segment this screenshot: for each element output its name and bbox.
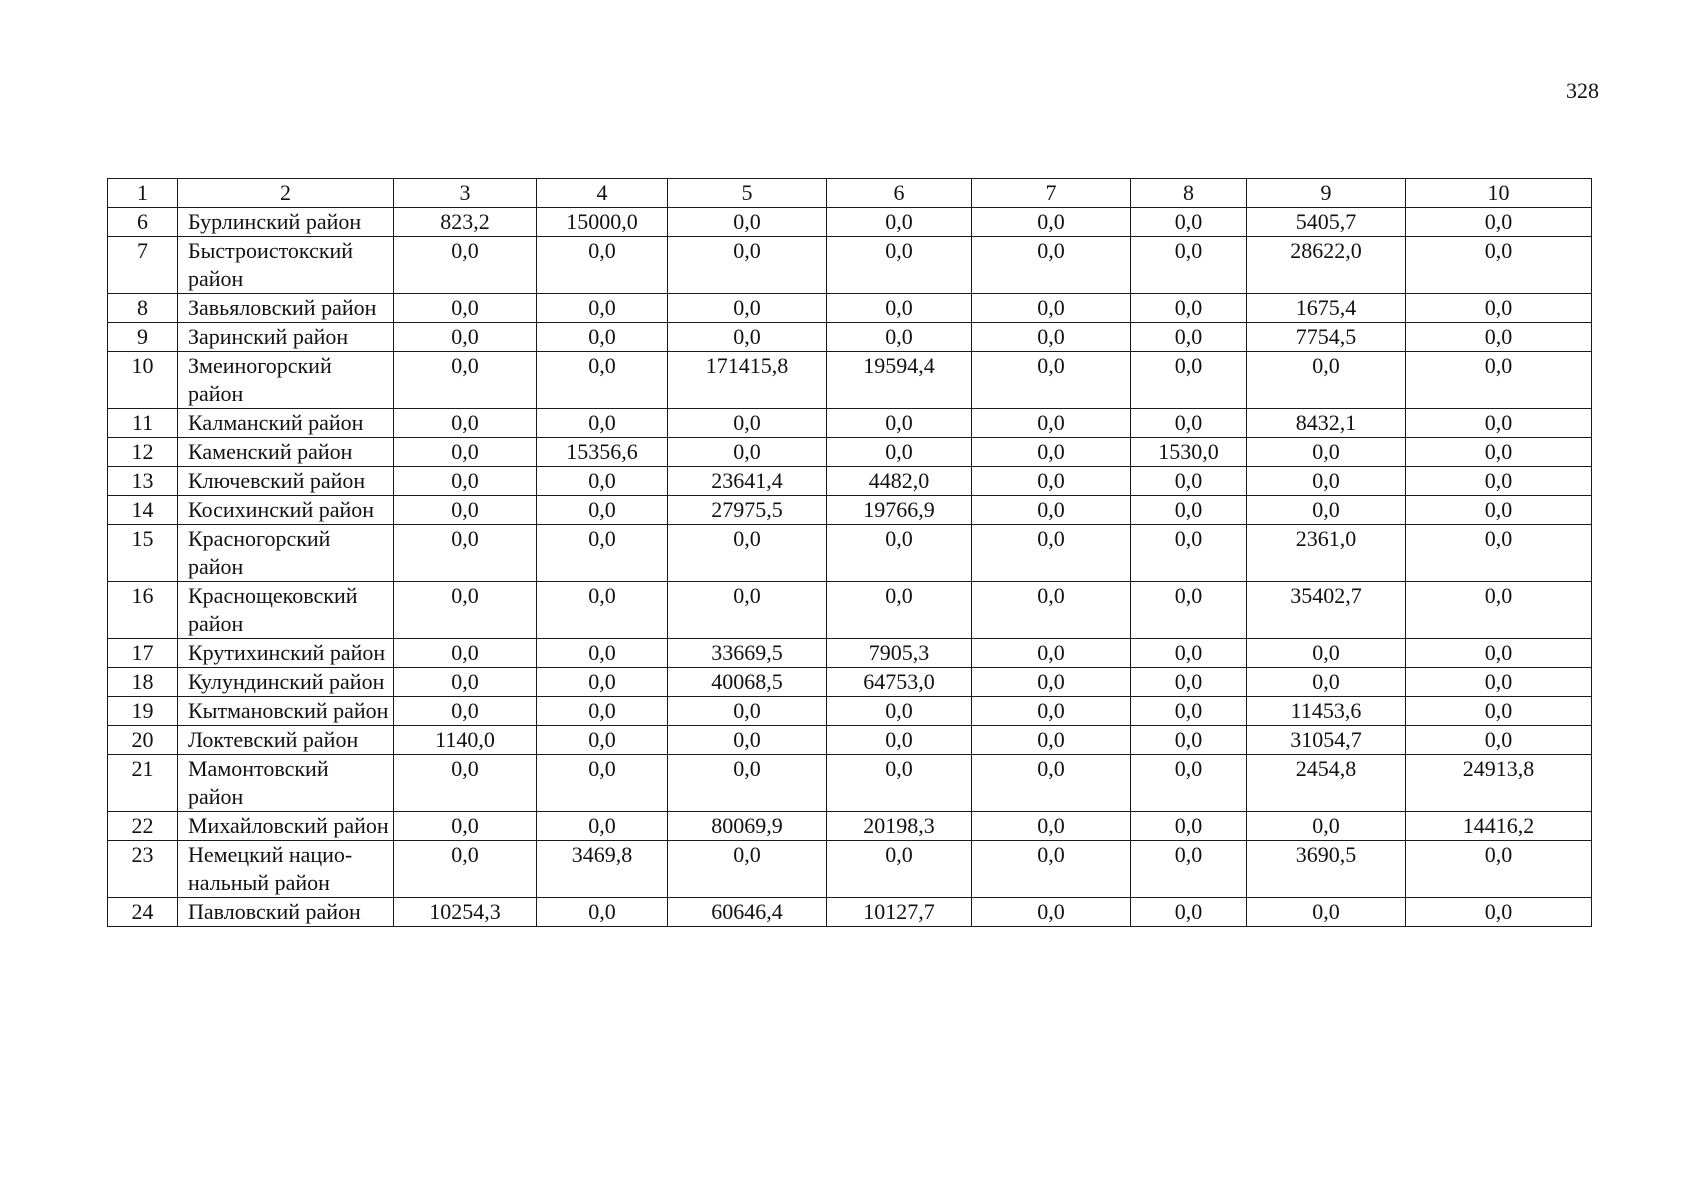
row-number: 12 [108,438,178,467]
value-cell: 0,0 [1406,496,1592,525]
value-cell: 0,0 [394,323,537,352]
value-cell: 28622,0 [1247,237,1406,294]
value-cell: 0,0 [827,726,972,755]
table-row [108,525,1592,582]
value-cell: 0,0 [1406,237,1592,294]
district-name: Ключевский район [178,467,394,496]
value-cell: 7754,5 [1247,323,1406,352]
table-row [108,237,1592,294]
row-number: 19 [108,697,178,726]
value-cell: 0,0 [394,812,537,841]
district-name: Краснощековский район [178,582,394,639]
value-cell: 0,0 [1406,323,1592,352]
value-cell: 0,0 [537,352,668,409]
value-cell: 0,0 [972,668,1131,697]
row-number: 7 [108,237,178,294]
district-name: Немецкий нацио-нальный район [178,841,394,898]
value-cell: 0,0 [972,755,1131,812]
value-cell: 0,0 [537,467,668,496]
value-cell: 0,0 [972,467,1131,496]
row-number: 8 [108,294,178,323]
value-cell: 171415,8 [668,352,827,409]
value-cell: 0,0 [972,323,1131,352]
table-row [108,898,1592,927]
row-number: 11 [108,409,178,438]
row-number: 22 [108,812,178,841]
value-cell: 0,0 [972,525,1131,582]
value-cell: 23641,4 [668,467,827,496]
row-number: 6 [108,208,178,237]
value-cell: 0,0 [394,841,537,898]
value-cell: 31054,7 [1247,726,1406,755]
value-cell: 0,0 [537,409,668,438]
value-cell: 1530,0 [1131,438,1247,467]
value-cell: 0,0 [827,323,972,352]
value-cell: 0,0 [827,208,972,237]
row-number: 10 [108,352,178,409]
value-cell: 0,0 [1247,898,1406,927]
value-cell: 0,0 [1131,496,1247,525]
value-cell: 0,0 [537,668,668,697]
value-cell: 0,0 [972,237,1131,294]
value-cell: 2454,8 [1247,755,1406,812]
value-cell: 0,0 [972,294,1131,323]
district-name: Крутихинский район [178,639,394,668]
table-row [108,467,1592,496]
value-cell: 0,0 [1131,409,1247,438]
value-cell: 0,0 [668,582,827,639]
value-cell: 0,0 [668,409,827,438]
value-cell: 0,0 [827,409,972,438]
value-cell: 0,0 [1406,668,1592,697]
value-cell: 0,0 [394,668,537,697]
row-number: 13 [108,467,178,496]
value-cell: 0,0 [1131,323,1247,352]
value-cell: 60646,4 [668,898,827,927]
value-cell: 0,0 [827,582,972,639]
table-body [108,179,1592,927]
column-header: 4 [537,179,668,208]
value-cell: 0,0 [394,639,537,668]
value-cell: 0,0 [394,697,537,726]
value-cell: 823,2 [394,208,537,237]
value-cell: 2361,0 [1247,525,1406,582]
value-cell: 0,0 [1406,841,1592,898]
row-number: 17 [108,639,178,668]
table-row [108,668,1592,697]
value-cell: 0,0 [668,841,827,898]
value-cell: 11453,6 [1247,697,1406,726]
value-cell: 0,0 [1131,755,1247,812]
value-cell: 0,0 [1131,294,1247,323]
value-cell: 0,0 [668,438,827,467]
value-cell: 0,0 [394,496,537,525]
value-cell: 0,0 [394,755,537,812]
value-cell: 24913,8 [1406,755,1592,812]
value-cell: 0,0 [1406,352,1592,409]
table-header-row [108,179,1592,208]
column-header: 7 [972,179,1131,208]
district-name: Косихинский район [178,496,394,525]
value-cell: 0,0 [1247,352,1406,409]
value-cell: 0,0 [972,438,1131,467]
district-name: Кытмановский район [178,697,394,726]
value-cell: 0,0 [537,755,668,812]
value-cell: 0,0 [972,898,1131,927]
value-cell: 0,0 [394,438,537,467]
value-cell: 0,0 [668,726,827,755]
district-name: Змеиногорский район [178,352,394,409]
district-name: Михайловский район [178,812,394,841]
value-cell: 0,0 [972,582,1131,639]
table-row [108,208,1592,237]
value-cell: 0,0 [1131,812,1247,841]
value-cell: 0,0 [1131,467,1247,496]
value-cell: 0,0 [972,697,1131,726]
value-cell: 1675,4 [1247,294,1406,323]
district-name: Красногорский район [178,525,394,582]
value-cell: 0,0 [668,237,827,294]
value-cell: 0,0 [394,294,537,323]
table-row [108,409,1592,438]
district-name: Калманский район [178,409,394,438]
table-row [108,812,1592,841]
value-cell: 10254,3 [394,898,537,927]
page-number: 328 [1566,78,1599,103]
value-cell: 0,0 [1406,208,1592,237]
value-cell: 0,0 [1406,409,1592,438]
row-number: 15 [108,525,178,582]
table-row [108,726,1592,755]
value-cell: 0,0 [1131,582,1247,639]
value-cell: 0,0 [972,726,1131,755]
value-cell: 0,0 [537,697,668,726]
district-name: Бурлинский район [178,208,394,237]
value-cell: 0,0 [1131,639,1247,668]
table-row [108,323,1592,352]
value-cell: 0,0 [1247,496,1406,525]
value-cell: 0,0 [1131,668,1247,697]
value-cell: 0,0 [1406,726,1592,755]
value-cell: 8432,1 [1247,409,1406,438]
value-cell: 0,0 [827,697,972,726]
value-cell: 15000,0 [537,208,668,237]
value-cell: 0,0 [1406,525,1592,582]
value-cell: 19766,9 [827,496,972,525]
column-header: 1 [108,179,178,208]
column-header: 5 [668,179,827,208]
column-header: 6 [827,179,972,208]
value-cell: 1140,0 [394,726,537,755]
table-row [108,755,1592,812]
value-cell: 0,0 [1131,726,1247,755]
value-cell: 0,0 [537,525,668,582]
row-number: 9 [108,323,178,352]
value-cell: 0,0 [394,582,537,639]
value-cell: 0,0 [1406,294,1592,323]
value-cell: 4482,0 [827,467,972,496]
value-cell: 0,0 [394,409,537,438]
value-cell: 0,0 [827,237,972,294]
value-cell: 0,0 [537,582,668,639]
value-cell: 0,0 [1247,668,1406,697]
value-cell: 0,0 [394,467,537,496]
value-cell: 0,0 [537,496,668,525]
value-cell: 0,0 [537,323,668,352]
value-cell: 35402,7 [1247,582,1406,639]
value-cell: 3690,5 [1247,841,1406,898]
value-cell: 0,0 [537,294,668,323]
value-cell: 10127,7 [827,898,972,927]
value-cell: 0,0 [1131,898,1247,927]
row-number: 14 [108,496,178,525]
value-cell: 0,0 [1131,352,1247,409]
district-name: Заринский район [178,323,394,352]
value-cell: 0,0 [972,812,1131,841]
budget-table [107,178,1592,927]
value-cell: 0,0 [394,352,537,409]
value-cell: 0,0 [1406,697,1592,726]
column-header: 3 [394,179,537,208]
column-header: 2 [178,179,394,208]
table-row [108,438,1592,467]
value-cell: 0,0 [972,352,1131,409]
district-name: Каменский район [178,438,394,467]
table-row [108,582,1592,639]
table-row [108,496,1592,525]
row-number: 24 [108,898,178,927]
value-cell: 0,0 [827,438,972,467]
value-cell: 0,0 [1247,467,1406,496]
value-cell: 0,0 [537,898,668,927]
row-number: 21 [108,755,178,812]
value-cell: 0,0 [668,755,827,812]
value-cell: 0,0 [668,697,827,726]
value-cell: 0,0 [827,294,972,323]
value-cell: 0,0 [537,726,668,755]
value-cell: 14416,2 [1406,812,1592,841]
district-name: Завьяловский район [178,294,394,323]
value-cell: 0,0 [972,841,1131,898]
value-cell: 33669,5 [668,639,827,668]
value-cell: 0,0 [668,294,827,323]
value-cell: 0,0 [972,208,1131,237]
table-row [108,841,1592,898]
row-number: 18 [108,668,178,697]
column-header: 8 [1131,179,1247,208]
value-cell: 0,0 [1247,639,1406,668]
value-cell: 3469,8 [537,841,668,898]
value-cell: 5405,7 [1247,208,1406,237]
value-cell: 64753,0 [827,668,972,697]
value-cell: 0,0 [827,841,972,898]
value-cell: 0,0 [537,639,668,668]
value-cell: 0,0 [1406,467,1592,496]
district-name: Локтевский район [178,726,394,755]
district-name: Павловский район [178,898,394,927]
value-cell: 0,0 [827,755,972,812]
value-cell: 0,0 [1131,208,1247,237]
value-cell: 0,0 [394,237,537,294]
district-name: Быстроистокский район [178,237,394,294]
value-cell: 0,0 [1247,812,1406,841]
value-cell: 0,0 [668,525,827,582]
value-cell: 0,0 [1131,525,1247,582]
value-cell: 40068,5 [668,668,827,697]
value-cell: 20198,3 [827,812,972,841]
value-cell: 0,0 [1406,898,1592,927]
value-cell: 0,0 [1131,237,1247,294]
value-cell: 80069,9 [668,812,827,841]
value-cell: 0,0 [668,208,827,237]
row-number: 20 [108,726,178,755]
table-row [108,352,1592,409]
value-cell: 0,0 [668,323,827,352]
value-cell: 15356,6 [537,438,668,467]
value-cell: 0,0 [972,639,1131,668]
value-cell: 0,0 [1131,841,1247,898]
value-cell: 0,0 [537,237,668,294]
row-number: 23 [108,841,178,898]
value-cell: 0,0 [1406,438,1592,467]
district-name: Мамонтовский район [178,755,394,812]
value-cell: 27975,5 [668,496,827,525]
column-header: 9 [1247,179,1406,208]
value-cell: 0,0 [1131,697,1247,726]
column-header: 10 [1406,179,1592,208]
table-row [108,639,1592,668]
row-number: 16 [108,582,178,639]
value-cell: 0,0 [1247,438,1406,467]
value-cell: 0,0 [972,409,1131,438]
value-cell: 0,0 [537,812,668,841]
value-cell: 0,0 [1406,639,1592,668]
value-cell: 19594,4 [827,352,972,409]
district-name: Кулундинский район [178,668,394,697]
value-cell: 0,0 [394,525,537,582]
table-row [108,697,1592,726]
table-row [108,294,1592,323]
value-cell: 7905,3 [827,639,972,668]
value-cell: 0,0 [972,496,1131,525]
value-cell: 0,0 [1406,582,1592,639]
value-cell: 0,0 [827,525,972,582]
